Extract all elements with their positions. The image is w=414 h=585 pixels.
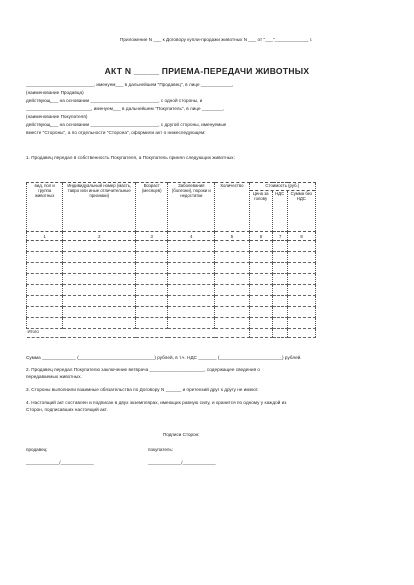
intro-line-3: _________________________, именуем___ в дальнейшем "Покупатель", в лице ________, [26,106,225,111]
table-row [27,285,316,296]
col-header-defects: Заболевания (болезни), пороки и недостатки [168,183,215,232]
document-title: АКТ N _____ ПРИЕМА-ПЕРЕДАЧИ ЖИВОТНЫХ [104,66,310,76]
column-number: 4 [168,232,215,241]
clause-4-line-1: 4. Настоящий акт составлен и подписан в двух экземплярах, имеющих равную силу, и хранится по одному у каждой из [26,400,287,405]
seller-label: продавец: [26,447,48,452]
column-number: 2 [63,232,136,241]
clause-3: 3. Стороны выполнили взаимные обязательства по Договору N ______ и претензий друг к другу не имеют. [26,387,259,392]
table-row [27,241,316,252]
table-row [27,318,316,329]
intro-line-1: __________________________, именуем___ в дальнейшем "Продавец", в лице ____________, [26,82,234,87]
appendix-note: Приложение N ___ к Договору купли-продажи животных N ___ от "___"_____________ г. [120,37,313,42]
seller-signature-line: _____________/_____________ [26,460,94,465]
total-row [27,329,316,338]
table-row [27,296,316,307]
intro-line-2: действующ___ на основании __________________________, с одной стороны, и [26,98,203,103]
column-number: 7 [273,232,288,241]
col-header-price: Цена за голову [250,191,273,231]
column-number: 6 [249,232,273,241]
col-header-quantity: Количество [215,183,249,232]
column-number: 1 [27,232,63,241]
table-row [27,307,316,318]
cost-subheaders [250,191,315,231]
col-header-sum: Сумма без НДС [290,191,312,201]
clause-2-line-1: 2. Продавец передал Покупателю заключение ветврача _____________________, содержащее сведения о [26,367,261,372]
signatures-heading: Подписи Сторон: [163,432,200,437]
clause-1: 1. Продавец передал в собственность Покупателя, а Покупатель принял следующих животных: [26,155,235,160]
col-header-age: Возраст (месяцев) [136,183,168,232]
total-label: Итого [27,329,250,338]
col-header-kind: вид, пол и группа животных [27,183,63,232]
intro-caption-seller: (наименование Продавца) [26,90,84,95]
clause-2-line-2: передаваемых животных. [26,374,82,379]
cost-group-label: Стоимость (руб.) [250,183,315,191]
column-number: 5 [215,232,249,241]
table-row [27,263,316,274]
sum-line: Сумма _____________ (_____________________________) рублей, в т.ч. НДС _______ (________________________) рублей. [26,355,302,360]
intro-caption-buyer: (наименование Покупателя) [26,114,88,119]
table-row [27,252,316,263]
column-number: 8 [288,232,316,241]
cost-group-header [249,183,315,232]
buyer-signature-line: _____________/_____________ [148,460,216,465]
column-number: 3 [136,232,168,241]
table-row [27,274,316,285]
animals-table [26,182,316,338]
col-header-id: Индивидуальный номер (масть, тавро или иные отличительные признаки) [63,183,136,232]
buyer-label: покупатель: [148,447,174,452]
intro-line-5: вместе "Стороны", а по отдельности "Сторона", оформили акт о нижеследующем: [26,130,206,135]
clause-4-line-2: Сторон, подписавших настоящий акт. [26,407,108,412]
intro-line-4: действующ___ на основании __________________________, с другой стороны, именуемые [26,122,227,127]
col-header-vat: НДС [273,191,288,231]
column-numbers-row [27,232,316,241]
